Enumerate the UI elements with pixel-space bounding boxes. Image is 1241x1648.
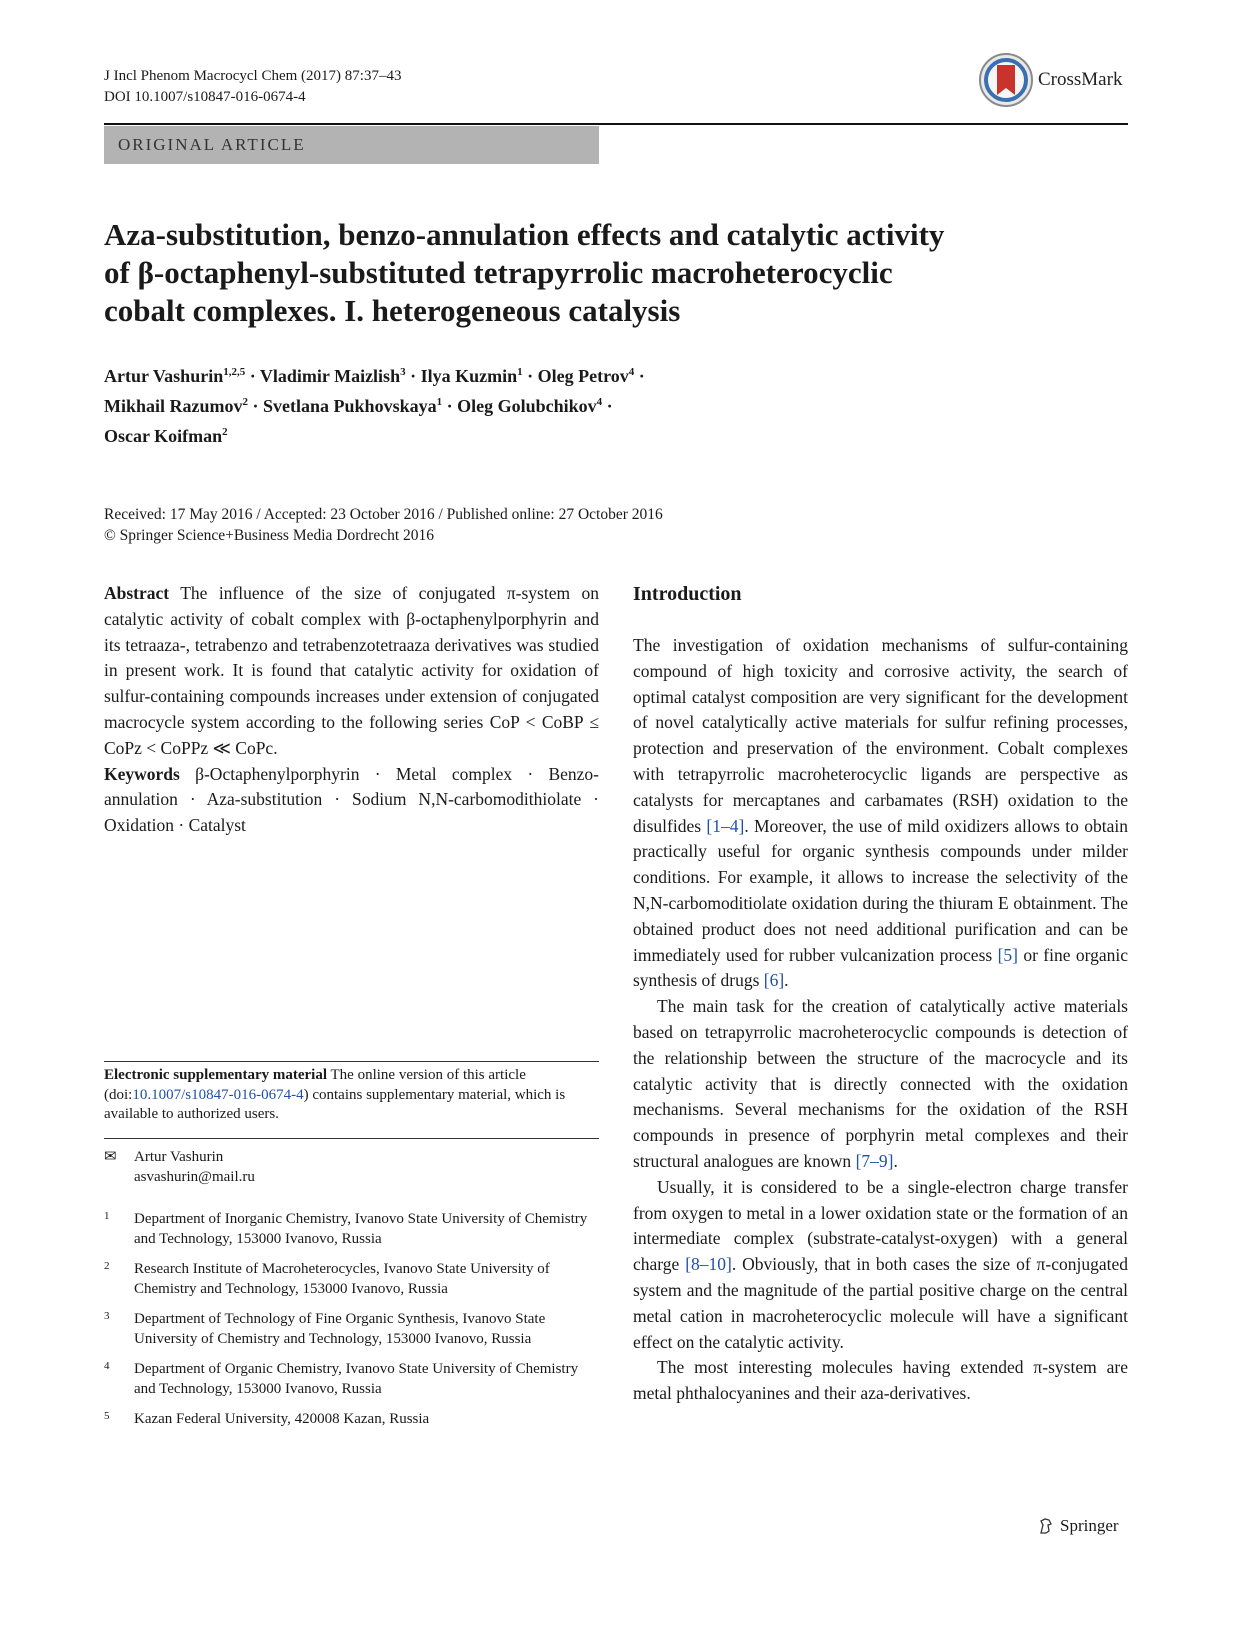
author-name[interactable]: Oscar Koifman	[104, 426, 223, 446]
supplementary-label: Electronic supplementary material	[104, 1067, 328, 1083]
author-name[interactable]: Oleg Golubchikov	[457, 396, 597, 416]
citation-link[interactable]: [5]	[997, 944, 1018, 965]
title-line-1: Aza-substitution, benzo-annulation effects and catalytic activity	[104, 217, 945, 252]
abstract	[104, 581, 599, 762]
supplementary-note	[104, 1066, 599, 1125]
author-list	[104, 359, 1114, 449]
citation-link[interactable]: [1–4]	[706, 815, 745, 836]
intro-p1-text-c: or fine organic synthesis of drugs	[633, 944, 1128, 991]
article-type-banner	[104, 126, 599, 164]
author-line-2: Mikhail Razumov$^2$ · Svetlana Pukhovskaya$^1$ · Oleg Golubchikov$^4$ ·	[104, 396, 613, 416]
keywords-text: β-Octaphenylporphyrin · Metal complex · Benzo-annulation · Aza-substitution · Sodium N,N-carbomodithiolate · Oxidation · Catalyst	[104, 763, 599, 836]
publisher-logo	[1036, 1516, 1119, 1536]
author-affil-sup: 4	[628, 366, 635, 378]
citation-link[interactable]: [8–10]	[685, 1254, 732, 1275]
copyright-line: © Springer Science+Business Media Dordrecht 2016	[104, 527, 435, 544]
author-line-3	[104, 419, 1114, 449]
affiliation-number: 1	[104, 1210, 110, 1222]
affiliation-number: 4	[104, 1360, 110, 1372]
footnote-divider	[104, 1061, 599, 1062]
citation-link[interactable]: [6]	[763, 970, 785, 991]
citation-link[interactable]: [7–9]	[855, 1150, 894, 1171]
affiliation-item	[104, 1409, 599, 1429]
intro-p2-text-a: The main task for the creation of catalytically active materials based on tetrapyrrolic macroheterocyclic compounds is detection of the relationship between the structure of the macrocycle and its catalytic activity that is directly connected with the oxidation mechanisms. Several mechanisms for the oxidation of the RSH compounds in presence of porphyrin metal complexes and their structural analogues are known	[633, 996, 1128, 1171]
abstract-text: The influence of the size of conjugated π-system on catalytic activity of cobalt complex with β-octaphenylporphyrin and its tetraaza-, tetrabenzo and tetrabenzotetraaza derivatives was studied in present work. It is found that catalytic activity for oxidation of sulfur-containing compounds increases under extension of conjugated macrocycle system according to the following series CoP < CoBP ≤ CoPz < CoPPz ≪ CoPc.	[104, 583, 600, 758]
journal-citation	[104, 66, 401, 108]
supplementary-doi-link[interactable]: 10.1007/s10847-016-0674-4	[132, 1086, 304, 1103]
author-affil-sup: 4	[596, 396, 603, 408]
intro-p1-text-a: The investigation of oxidation mechanisms of sulfur-containing compound of high toxicity and corrosive activity, the search of optimal catalyst composition are very significant for the development of novel catalytically active materials for sulfur refining processes, protection and preservation of the environment. Cobalt complexes with tetrapyrrolic macroheterocyclic ligands are perspective as catalysts for mercaptanes and carbamates (RSH) oxidation to the disulfides	[633, 635, 1128, 836]
author-name[interactable]: Artur Vashurin	[104, 366, 224, 386]
supplementary-text-after: ) contains supplementary material, which is available to authorized users.	[104, 1086, 566, 1122]
affiliation-item	[104, 1209, 599, 1249]
affiliation-text: Research Institute of Macroheterocycles, Ivanovo State University of Chemistry and Technology, 153000 Ivanovo, Russia	[134, 1261, 550, 1297]
author-affil-sup: 2	[242, 396, 249, 408]
title-line-2: of β-octaphenyl-substituted tetrapyrrolic macroheterocyclic	[104, 255, 893, 290]
intro-p2-text-b: .	[893, 1150, 898, 1171]
affiliation-item	[104, 1259, 599, 1299]
affiliation-text: Kazan Federal University, 420008 Kazan, Russia	[134, 1411, 430, 1427]
springer-horse-icon	[1036, 1516, 1056, 1536]
affiliation-number: 5	[104, 1410, 110, 1422]
affiliation-text: Department of Inorganic Chemistry, Ivanovo State University of Chemistry and Technology, 153000 Ivanovo, Russia	[134, 1211, 588, 1247]
doi-line: DOI 10.1007/s10847-016-0674-4	[104, 89, 306, 105]
author-name[interactable]: Oleg Petrov	[537, 366, 629, 386]
author-affil-sup: 1	[517, 366, 523, 378]
affiliation-text: Department of Technology of Fine Organic Synthesis, Ivanovo State University of Chemistry and Technology, 153000 Ivanovo, Russia	[134, 1311, 546, 1347]
crossmark-icon	[978, 52, 1034, 108]
history-line: Received: 17 May 2016 / Accepted: 23 October 2016 / Published online: 27 October 2016	[104, 506, 663, 523]
author-affil-sup: 1,2,5	[223, 366, 246, 378]
crossmark-badge[interactable]	[978, 50, 1128, 110]
keywords-label: Keywords	[104, 763, 180, 784]
intro-paragraph-4: The most interesting molecules having extended π-system are metal phthalocyanines and their aza-derivatives.	[633, 1357, 1128, 1404]
article-type-label: ORIGINAL ARTICLE	[118, 135, 306, 154]
journal-line: J Incl Phenom Macrocycl Chem (2017) 87:37–43	[104, 68, 402, 84]
author-name[interactable]: Mikhail Razumov	[104, 396, 243, 416]
intro-paragraph-2	[633, 994, 1128, 1175]
contact-email[interactable]: asvashurin@mail.ru	[134, 1168, 255, 1185]
contact-name: Artur Vashurin	[134, 1149, 224, 1165]
introduction-heading: Introduction	[633, 583, 742, 605]
crossmark-label: CrossMark	[1038, 69, 1123, 90]
author-name[interactable]: Vladimir Maizlish	[259, 366, 401, 386]
author-affil-sup: 3	[400, 366, 406, 378]
affiliation-number: 3	[104, 1310, 110, 1322]
keywords	[104, 762, 599, 839]
affiliation-number: 2	[104, 1260, 110, 1272]
corresponding-author	[104, 1148, 599, 1185]
publication-dates	[104, 504, 1114, 546]
right-column	[633, 581, 1128, 1407]
affiliation-item	[104, 1359, 599, 1399]
author-affil-sup: 2	[222, 426, 228, 438]
abstract-label: Abstract	[104, 583, 170, 603]
author-affil-sup: 1	[436, 396, 443, 408]
intro-p1-text-b: . Moreover, the use of mild oxidizers allows to obtain practically useful for organic synthesis compounds under milder conditions. For example, it allows to increase the selectivity of the N,N-carbomoditiolate oxidation during the thiuram E obtainment. The obtained product does not need additional purification and can be immediately used for rubber vulcanization process	[633, 815, 1128, 965]
article-title	[104, 216, 1114, 330]
intro-p3-text-b: . Obviously, that in both cases the size of π-conjugated system and the magnitude of the partial positive charge on the central metal cation in macroheterocyclic molecule will have a significant effect on the catalytic activity.	[633, 1254, 1128, 1352]
affiliations	[104, 1209, 599, 1439]
intro-p1-text-d: .	[784, 970, 789, 991]
envelope-icon: ✉	[104, 1149, 117, 1165]
affiliation-text: Department of Organic Chemistry, Ivanovo State University of Chemistry and Technology, 153000 Ivanovo, Russia	[134, 1361, 579, 1397]
publisher-name: Springer	[1060, 1516, 1119, 1535]
supplementary-text-before: The online version of this article (doi:	[104, 1067, 526, 1103]
left-column	[104, 581, 599, 839]
intro-paragraph-1	[633, 633, 1128, 994]
author-line-1: Artur Vashurin$^{1,2,5}$ · Vladimir Maizlish$^3$ · Ilya Kuzmin$^1$ · Oleg Petrov$^4$ ·	[104, 366, 645, 386]
author-name[interactable]: Ilya Kuzmin	[420, 366, 518, 386]
title-line-3: cobalt complexes. I. heterogeneous catalysis	[104, 293, 681, 328]
contact-divider	[104, 1138, 599, 1139]
affiliation-item	[104, 1309, 599, 1349]
header-rule	[104, 123, 1128, 125]
intro-p3-text-a: Usually, it is considered to be a single-electron charge transfer from oxygen to metal in a lower oxidation state or the formation of an intermediate complex (substrate-catalyst-oxygen) with a general charge	[633, 1176, 1128, 1275]
intro-paragraph-3	[633, 1175, 1128, 1356]
author-name[interactable]: Svetlana Pukhovskaya	[263, 396, 437, 416]
